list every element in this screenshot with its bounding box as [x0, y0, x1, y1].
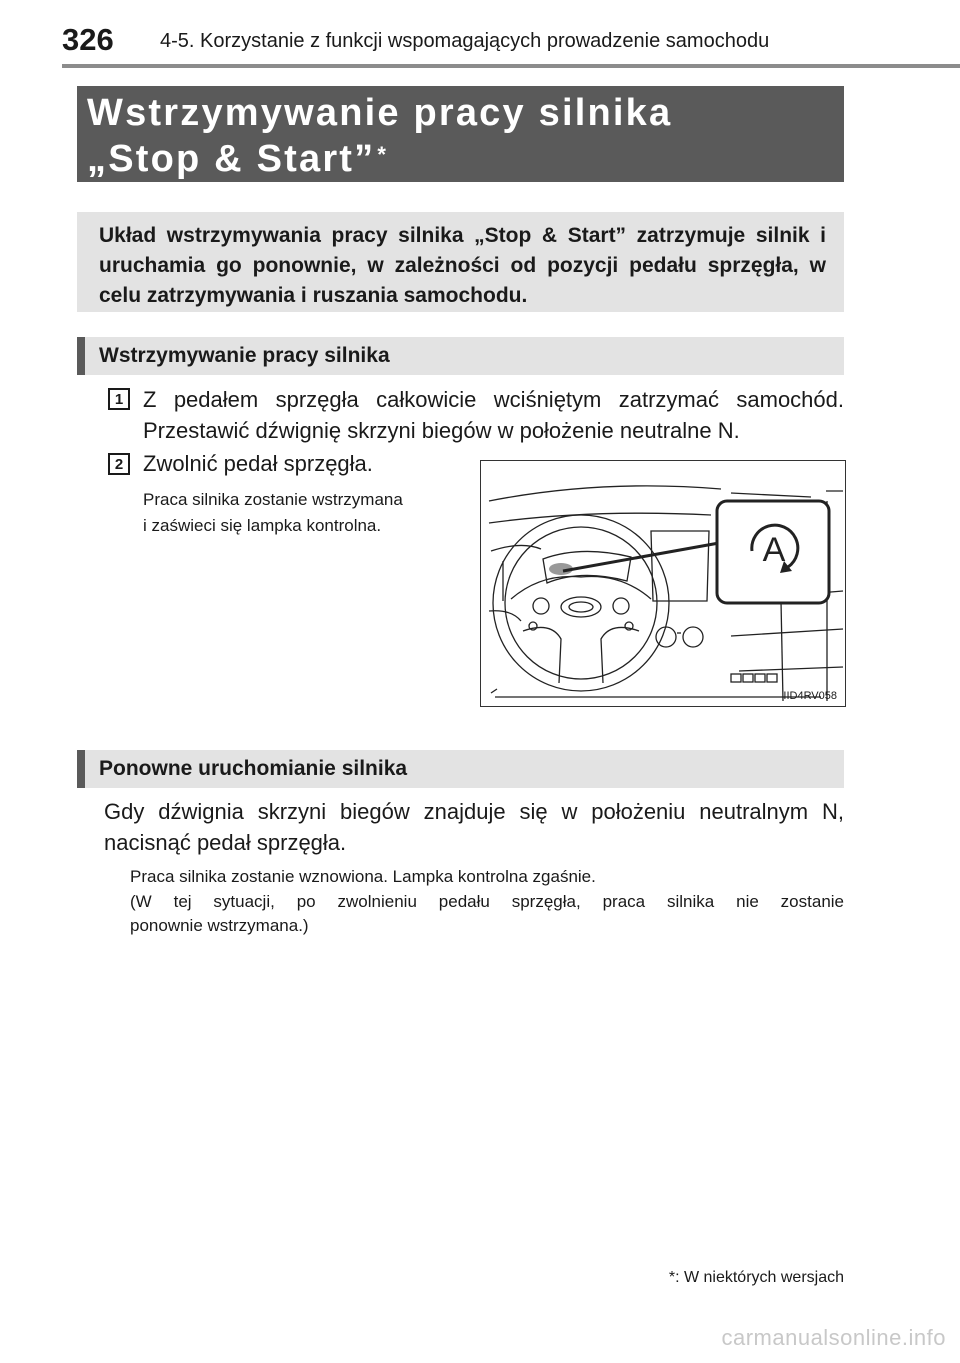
section-title-line-1: Wstrzymywanie pracy silnika [87, 92, 673, 134]
page-number: 326 [62, 22, 114, 57]
callout-label: A [762, 531, 786, 569]
step-2-text: Zwolnić pedał sprzęgła. [143, 451, 373, 476]
intro-box [77, 212, 844, 312]
header-divider [62, 64, 960, 68]
footnote-text: : W niektórych wersjach [675, 1269, 844, 1286]
section-title-band [77, 86, 844, 182]
step-1-line-2: Przestawić dźwignię skrzyni biegów w położenie neutralne N. [143, 418, 740, 443]
step-2-note-line-2: i zaświeci się lampka kontrolna. [143, 516, 382, 535]
restart-note-line-3: ponownie wstrzymana.) [130, 916, 309, 935]
section-heading-restart: Ponowne uruchomianie silnika [77, 750, 844, 788]
restart-text-line-1: Gdy dźwignia skrzyni biegów znajduje się w położeniu neutralnym N, [104, 799, 844, 824]
restart-note-line-2: (W tej sytuacji, po zwolnieniu pedału sprzęgła, praca silnika nie zostanie [130, 892, 844, 911]
step-number-badge: 2 [108, 453, 130, 475]
section-title-text: „Stop & Start” [87, 138, 376, 180]
dashboard-illustration [480, 460, 846, 707]
step-1-line-1: Z pedałem sprzęgła całkowicie wciśniętym zatrzymać samochód. [143, 387, 844, 412]
restart-text-line-2: nacisnąć pedał sprzęgła. [104, 830, 347, 855]
asterisk-icon: * [377, 142, 389, 167]
chapter-title: 4-5. Korzystanie z funkcji wspomagających prowadzenie samochodu [160, 30, 770, 52]
section-title-line-2 [87, 136, 844, 182]
step-number-badge: 1 [108, 388, 130, 410]
intro-text: Układ wstrzymywania pracy silnika „Stop & Start” zatrzymuje silnik i uruchamia go ponownie, w zależności od pozycji pedału sprzęgła, w celu zatrzymywania i ruszania samochodu. [99, 224, 826, 307]
section-heading-stop: Wstrzymywanie pracy silnika [77, 337, 844, 375]
restart-note-line-1: Praca silnika zostanie wznowiona. Lampka kontrolna zgaśnie. [130, 867, 596, 886]
watermark: carmanualsonline.info [721, 1325, 946, 1350]
footnote [669, 1269, 844, 1287]
figure-code: IID4RV058 [783, 690, 837, 702]
step-2-note-line-1: Praca silnika zostanie wstrzymana [143, 490, 403, 509]
dashboard-drawing [481, 461, 846, 707]
asterisk-icon: * [668, 1269, 676, 1286]
